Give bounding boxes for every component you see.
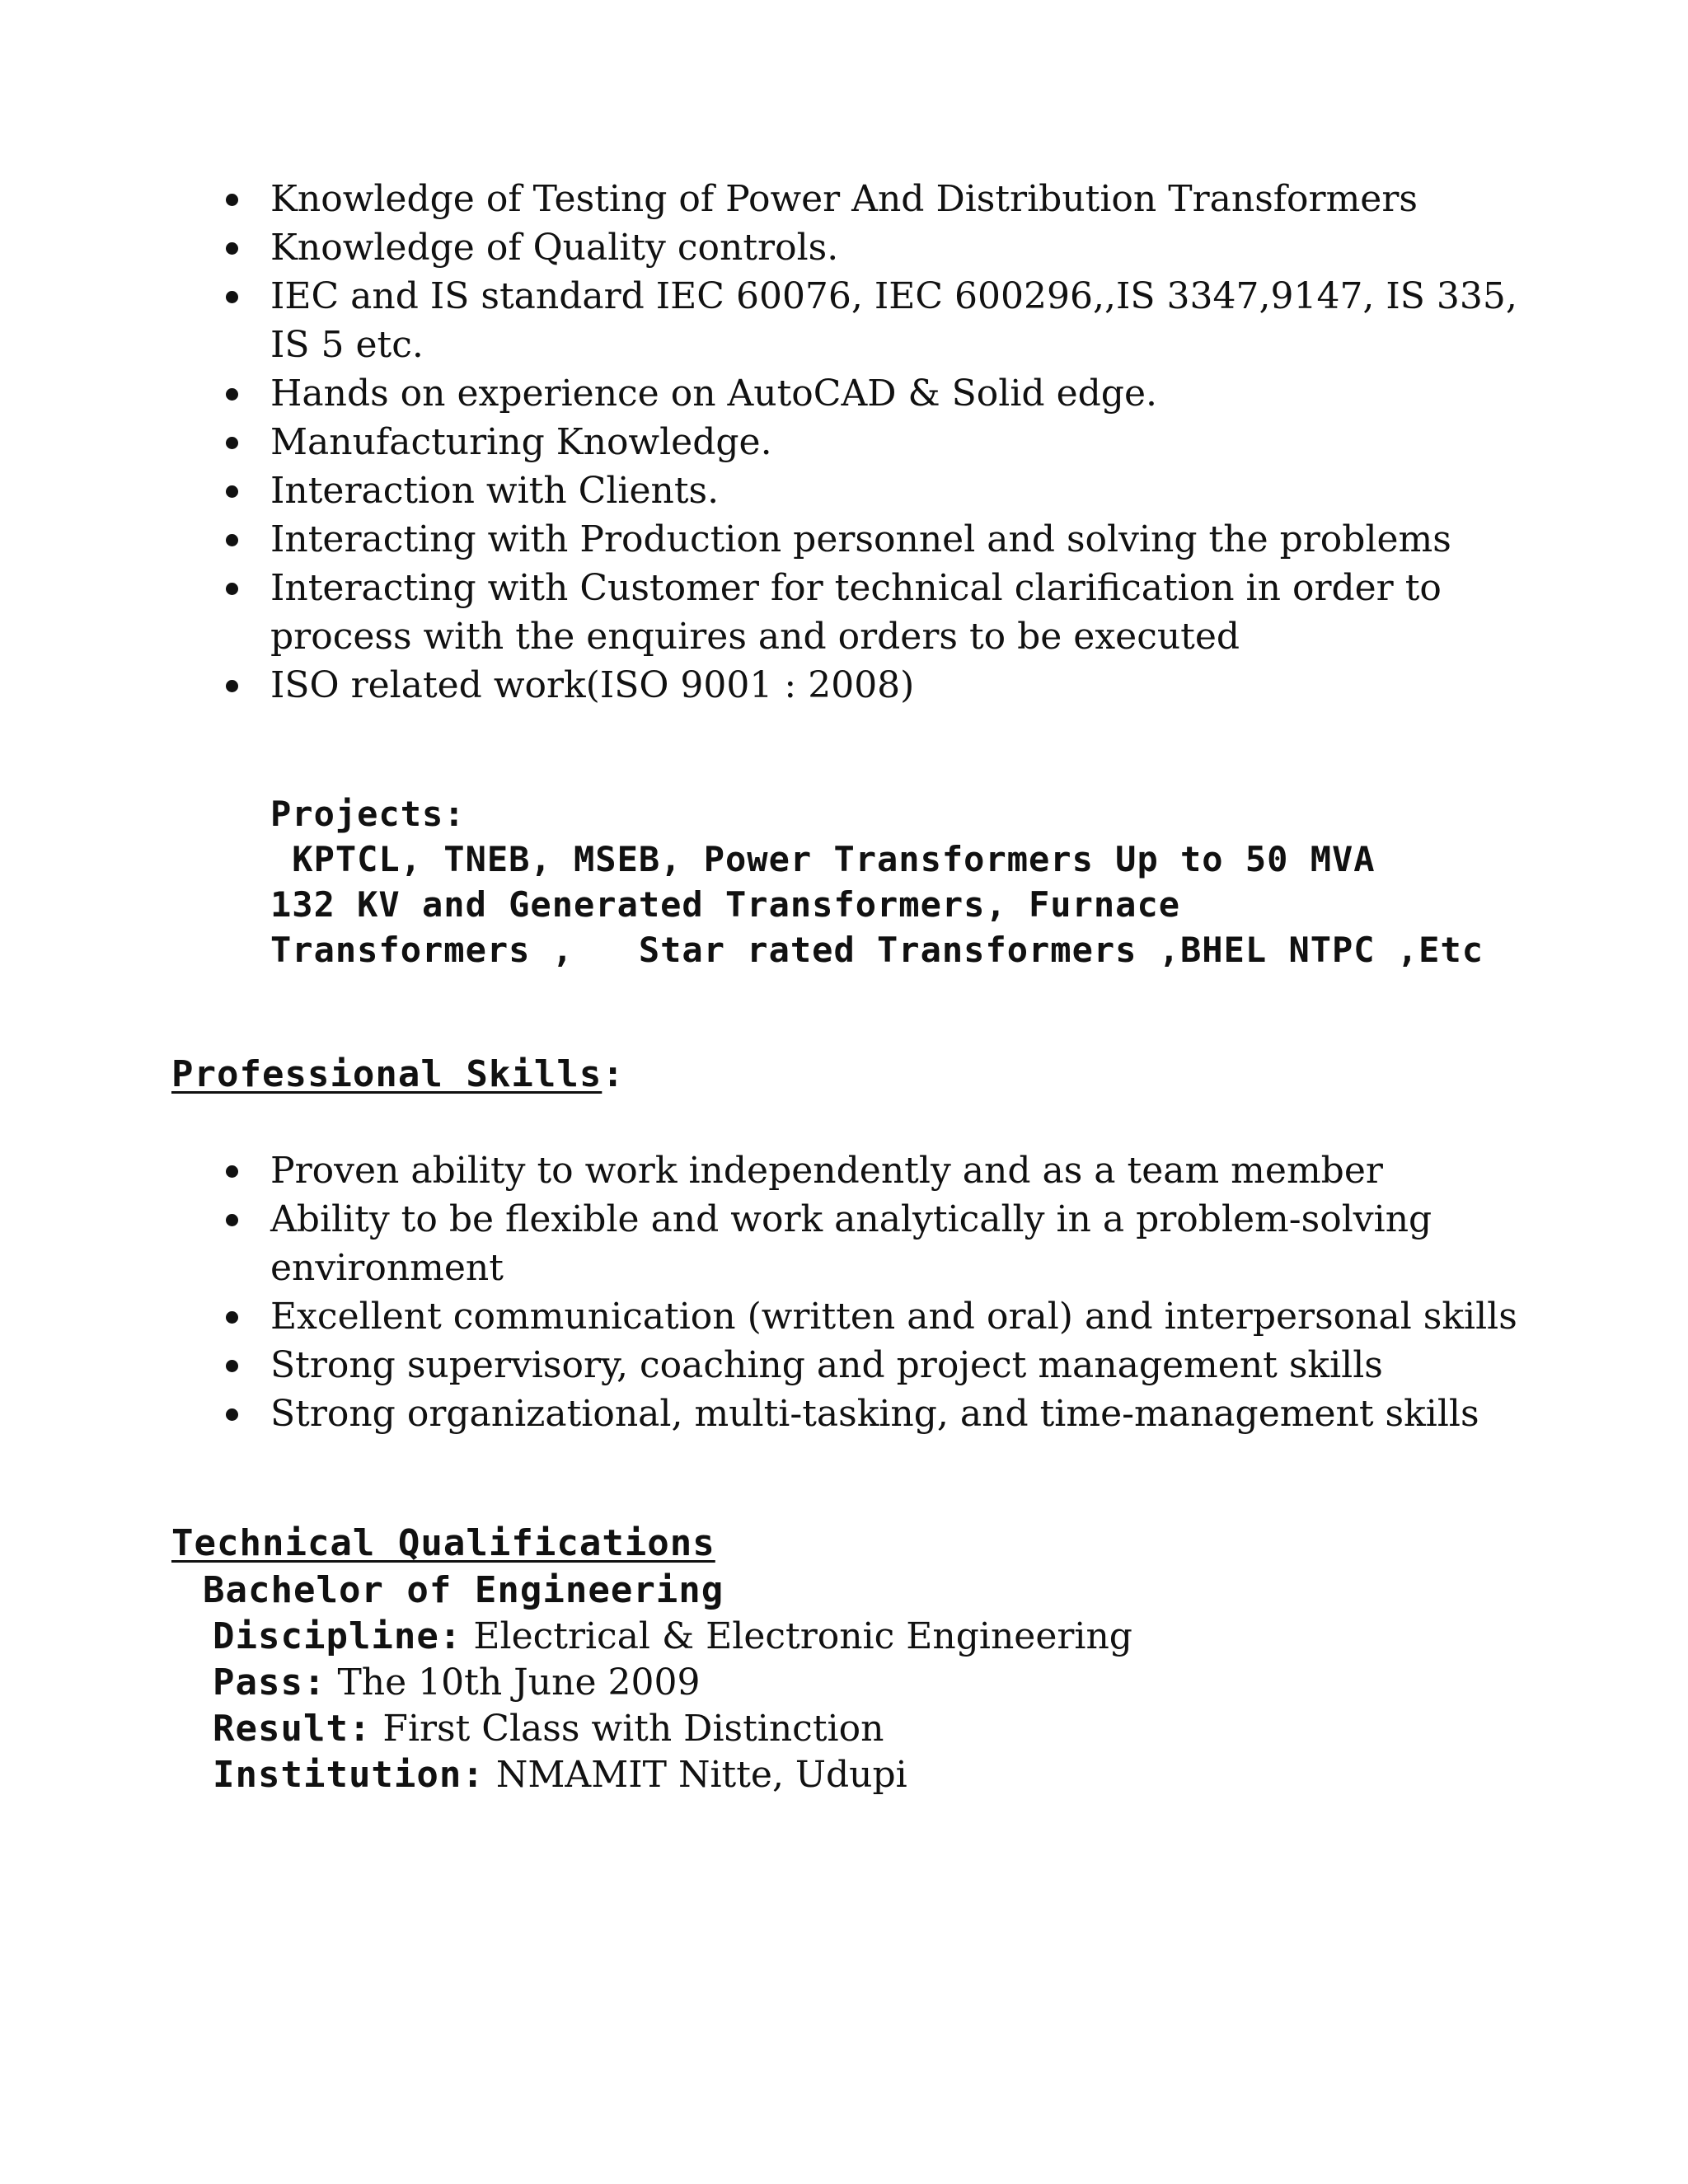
bullet-icon (226, 242, 238, 255)
list-item-text: Strong organizational, multi-tasking, and time-management skills (270, 1393, 1479, 1435)
projects-line: 132 KV and Generated Transformers, Furnace (270, 884, 1181, 925)
list-item (270, 661, 1548, 710)
list-item (270, 1292, 1548, 1341)
projects-section (270, 791, 1589, 972)
bullet-icon (226, 437, 238, 449)
list-item-text: Strong supervisory, coaching and project management skills (270, 1344, 1383, 1386)
list-item (270, 272, 1548, 369)
institution-value: NMAMIT Nitte, Udupi (484, 1754, 907, 1796)
list-item (270, 369, 1548, 418)
discipline-row (213, 1614, 1522, 1660)
bullet-icon (226, 1214, 238, 1226)
bullet-icon (226, 485, 238, 498)
projects-line: KPTCL, TNEB, MSEB, Power Transformers Up to 50 MVA (270, 839, 1376, 879)
projects-line: Transformers , Star rated Transformers ,BHEL NTPC ,Etc (270, 930, 1484, 970)
list-item-text: Interaction with Clients. (270, 470, 720, 512)
bullet-icon (226, 1311, 238, 1324)
list-item-text: IEC and IS standard IEC 60076, IEC 600296,,IS 3347,9147, IS 335, IS 5 etc. (270, 275, 1517, 366)
professional-skills-heading (171, 1052, 625, 1097)
result-label: Result: (213, 1708, 372, 1750)
bullet-icon (226, 1165, 238, 1178)
bullet-icon (226, 583, 238, 595)
list-item-text: Interacting with Production personnel and solving the problems (270, 518, 1451, 560)
list-item-text: Proven ability to work independently and as a team member (270, 1150, 1383, 1192)
list-item-text: Knowledge of Testing of Power And Distribution Transformers (270, 178, 1418, 220)
institution-row (213, 1752, 1522, 1798)
list-item-text: Interacting with Customer for technical clarification in order to process with the enquires and orders to be executed (270, 567, 1442, 658)
bullet-icon (226, 534, 238, 546)
list-item (270, 1341, 1548, 1390)
bullet-icon (226, 194, 238, 206)
pass-row (213, 1660, 1522, 1706)
institution-label: Institution: (213, 1754, 485, 1796)
list-item-text: Manufacturing Knowledge. (270, 421, 772, 463)
discipline-label: Discipline: (213, 1615, 462, 1657)
bullet-icon (226, 1360, 238, 1372)
list-item (270, 466, 1548, 515)
pass-value: The 10th June 2009 (326, 1661, 701, 1704)
list-item (270, 418, 1548, 466)
pass-label: Pass: (213, 1661, 326, 1704)
list-item (270, 1390, 1548, 1438)
list-item (270, 1146, 1548, 1195)
list-item (270, 223, 1548, 272)
professional-skills-heading-colon: : (602, 1053, 625, 1095)
list-item-text: Ability to be flexible and work analytically in a problem-solving environment (270, 1198, 1432, 1289)
bullet-icon (226, 680, 238, 692)
professional-skills-heading-text: Professional Skills (171, 1053, 603, 1095)
bullet-icon (226, 388, 238, 401)
result-row (213, 1706, 1522, 1752)
discipline-value: Electrical & Electronic Engineering (462, 1615, 1132, 1657)
list-item (270, 515, 1548, 564)
bullet-icon (226, 291, 238, 303)
projects-heading: Projects: (270, 794, 466, 834)
list-item-text: Excellent communication (written and oral) and interpersonal skills (270, 1296, 1517, 1338)
list-item (270, 175, 1548, 223)
list-item-text: Hands on experience on AutoCAD & Solid edge. (270, 373, 1157, 415)
technical-qualifications-heading-text: Technical Qualifications (171, 1522, 715, 1564)
degree-title: Bachelor of Engineering (203, 1569, 724, 1611)
technical-qualifications-heading (171, 1521, 715, 1566)
result-value: First Class with Distinction (371, 1708, 884, 1750)
list-item-text: Knowledge of Quality controls. (270, 227, 839, 269)
experience-bullet-list (270, 175, 1548, 710)
bullet-icon (226, 1408, 238, 1421)
list-item-text: ISO related work(ISO 9001 : 2008) (270, 664, 915, 706)
list-item (270, 564, 1548, 661)
list-item (270, 1195, 1548, 1292)
professional-skills-list (270, 1146, 1548, 1438)
technical-qualifications-section (203, 1568, 1522, 1798)
